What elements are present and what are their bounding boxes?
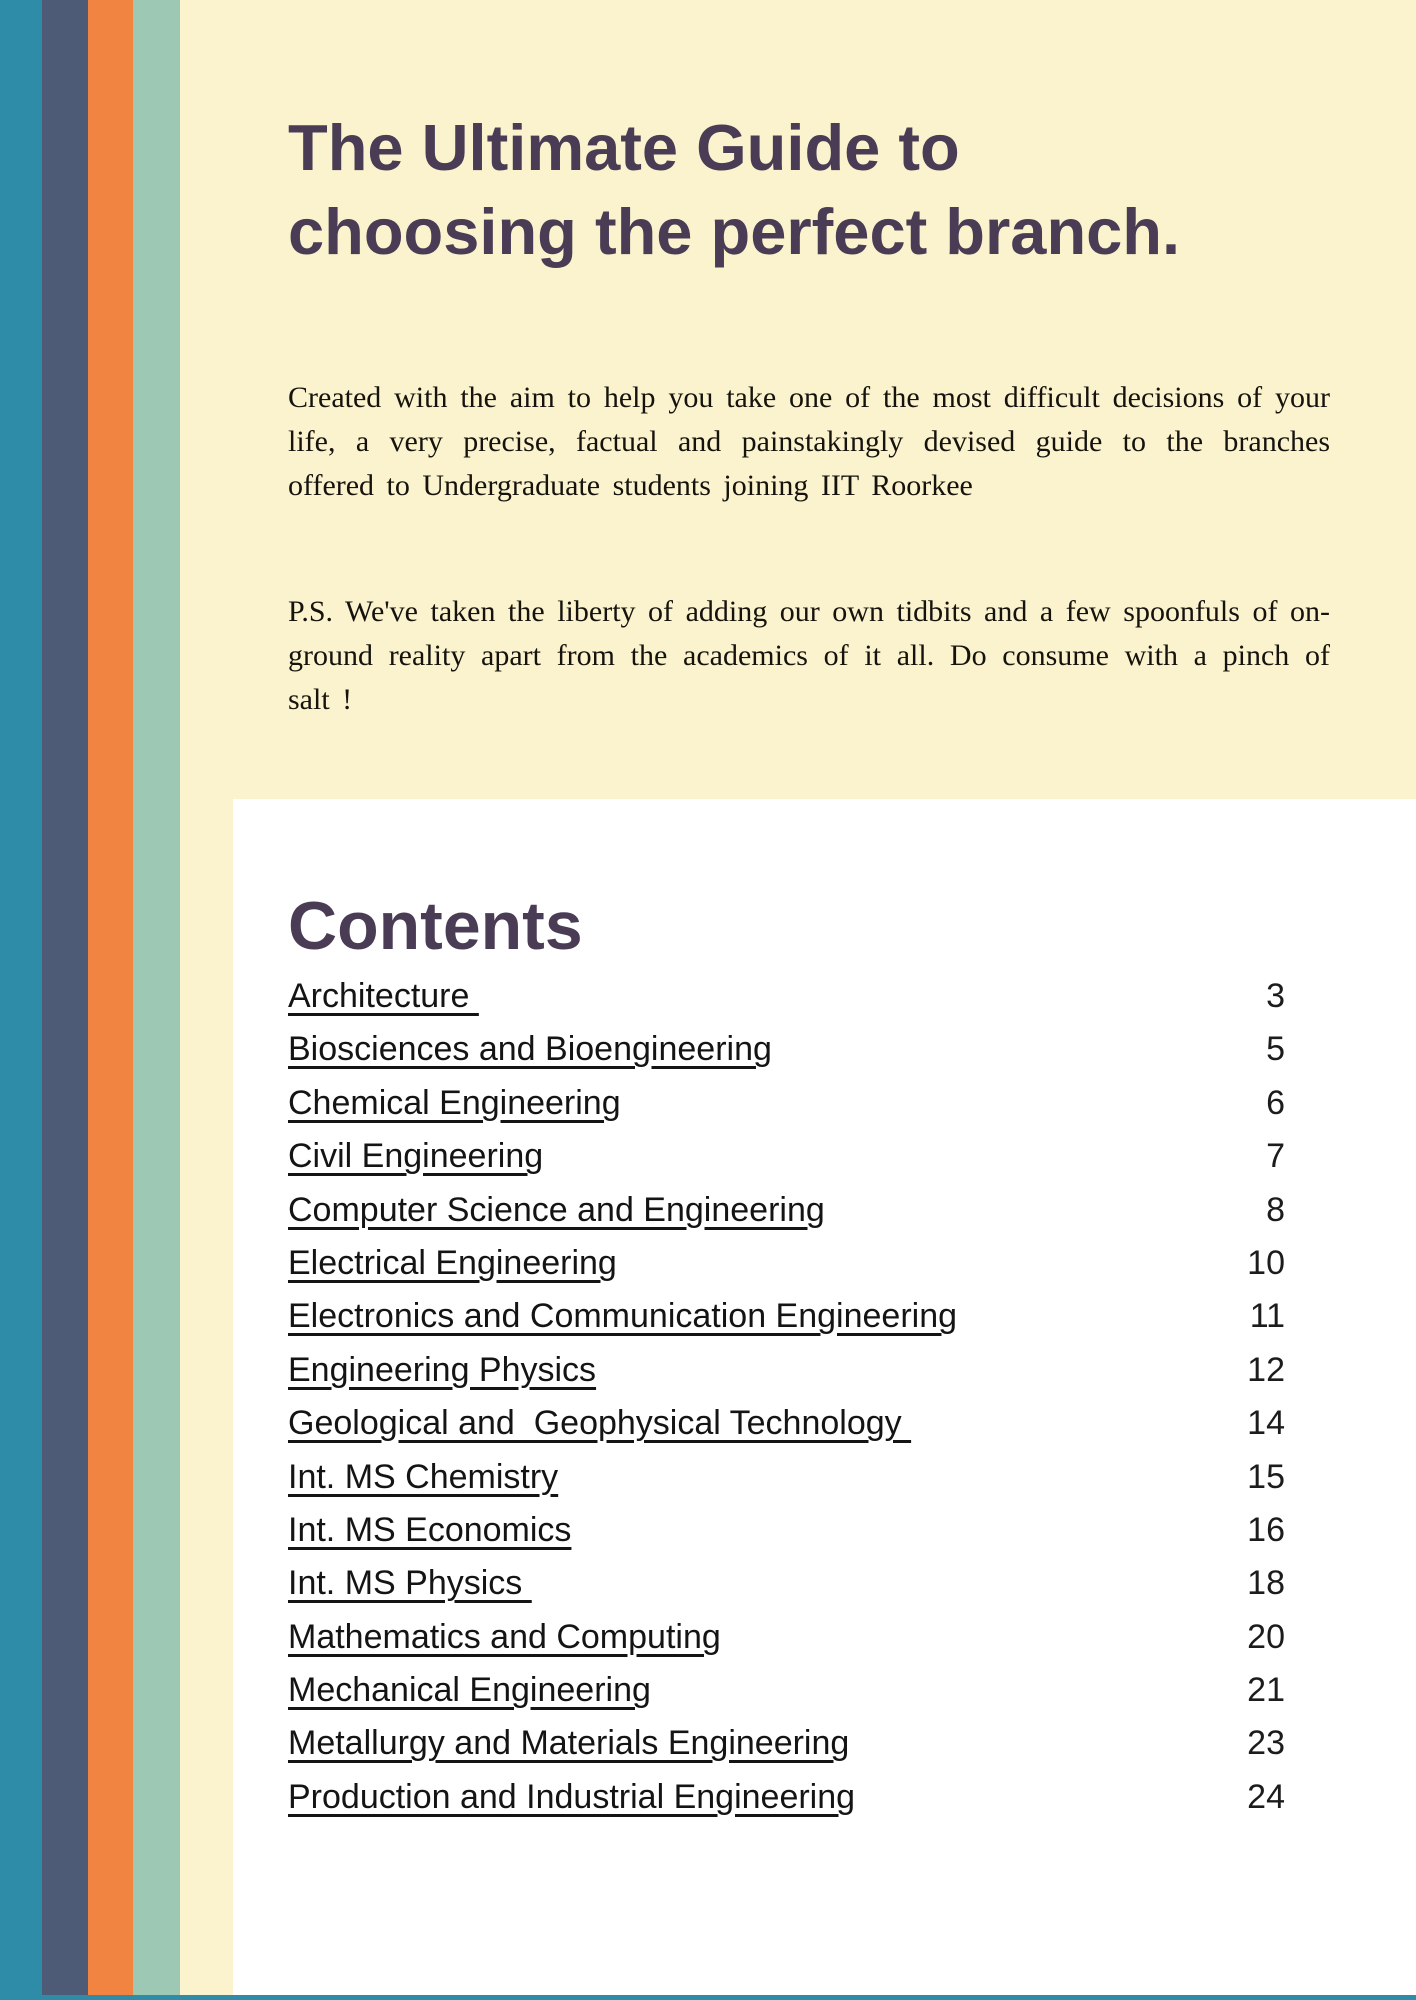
toc-link[interactable]: Electronics and Communication Engineering xyxy=(288,1297,958,1336)
ps-paragraph: P.S. We've taken the liberty of adding our own tidbits and a few spoonfuls of on-ground reality apart from the academics of it all. Do consume with a pinch of salt ! xyxy=(288,595,1330,716)
toc-page-number: 8 xyxy=(1266,1190,1285,1229)
toc-link[interactable]: Chemical Engineering xyxy=(288,1083,621,1122)
toc-page-number: 11 xyxy=(1249,1297,1285,1336)
stripe-teal xyxy=(0,0,42,2000)
intro-paragraph: Created with the aim to help you take one of the most difficult decisions of your life, a very precise, factual and painstakingly devised guide to the branches offered to Undergraduate students joining IIT Roorkee xyxy=(288,381,1330,502)
toc-row xyxy=(288,1344,1285,1397)
toc-page-number: 14 xyxy=(1247,1404,1285,1443)
stripe-slate xyxy=(42,0,88,2000)
toc-link[interactable]: Mechanical Engineering xyxy=(288,1671,651,1710)
stripe-orange xyxy=(88,0,133,2000)
contents-heading: Contents xyxy=(288,888,583,965)
toc-page-number: 3 xyxy=(1266,977,1285,1015)
stripe-sage xyxy=(133,0,180,2000)
toc-row xyxy=(288,1717,1285,1770)
toc-link[interactable]: Int. MS Physics xyxy=(288,1564,532,1603)
toc-page-number: 15 xyxy=(1247,1457,1285,1496)
toc-row xyxy=(288,1023,1285,1076)
toc-page-number: 7 xyxy=(1266,1137,1285,1176)
toc-row xyxy=(288,1504,1285,1557)
toc-page-number: 5 xyxy=(1266,1030,1285,1069)
toc-link[interactable]: Int. MS Chemistry xyxy=(288,1457,559,1496)
toc-row xyxy=(288,1077,1285,1130)
toc-row xyxy=(288,1611,1285,1664)
toc-link[interactable]: Architecture xyxy=(288,977,479,1015)
toc-page-number: 23 xyxy=(1247,1724,1285,1763)
toc-row xyxy=(288,1771,1285,1824)
toc-link[interactable]: Computer Science and Engineering xyxy=(288,1190,825,1229)
page-title-line1: The Ultimate Guide to xyxy=(288,110,960,184)
toc-row xyxy=(288,1451,1285,1504)
toc-row xyxy=(288,1130,1285,1183)
toc-page-number: 12 xyxy=(1247,1350,1285,1389)
toc-row xyxy=(288,1557,1285,1610)
toc-row xyxy=(288,970,1285,1023)
toc-link[interactable]: Geological and Geophysical Technology xyxy=(288,1404,912,1443)
toc-link[interactable]: Metallurgy and Materials Engineering xyxy=(288,1724,850,1763)
page-title xyxy=(288,106,1383,274)
toc-link[interactable]: Electrical Engineering xyxy=(288,1243,617,1282)
toc-link[interactable]: Production and Industrial Engineering xyxy=(288,1777,856,1816)
toc-page-number: 6 xyxy=(1266,1083,1285,1122)
table-of-contents xyxy=(288,970,1285,1824)
bottom-teal-bar xyxy=(0,1995,1416,2000)
toc-page-number: 20 xyxy=(1247,1617,1285,1656)
page-title-line2: choosing the perfect branch. xyxy=(288,194,1181,268)
toc-link[interactable]: Mathematics and Computing xyxy=(288,1617,721,1656)
toc-page-number: 21 xyxy=(1247,1671,1285,1710)
toc-row xyxy=(288,1237,1285,1290)
toc-page-number: 10 xyxy=(1247,1243,1285,1282)
toc-page-number: 18 xyxy=(1247,1564,1285,1603)
toc-page-number: 24 xyxy=(1247,1777,1285,1816)
toc-row xyxy=(288,1664,1285,1717)
toc-page-number: 16 xyxy=(1247,1510,1285,1549)
left-stripe-decoration xyxy=(0,0,180,2000)
toc-link[interactable]: Int. MS Economics xyxy=(288,1510,572,1549)
toc-link[interactable]: Engineering Physics xyxy=(288,1350,597,1389)
toc-row xyxy=(288,1397,1285,1450)
toc-row xyxy=(288,1290,1285,1343)
toc-link[interactable]: Biosciences and Bioengineering xyxy=(288,1030,772,1069)
toc-row xyxy=(288,1184,1285,1237)
toc-link[interactable]: Civil Engineering xyxy=(288,1137,544,1176)
